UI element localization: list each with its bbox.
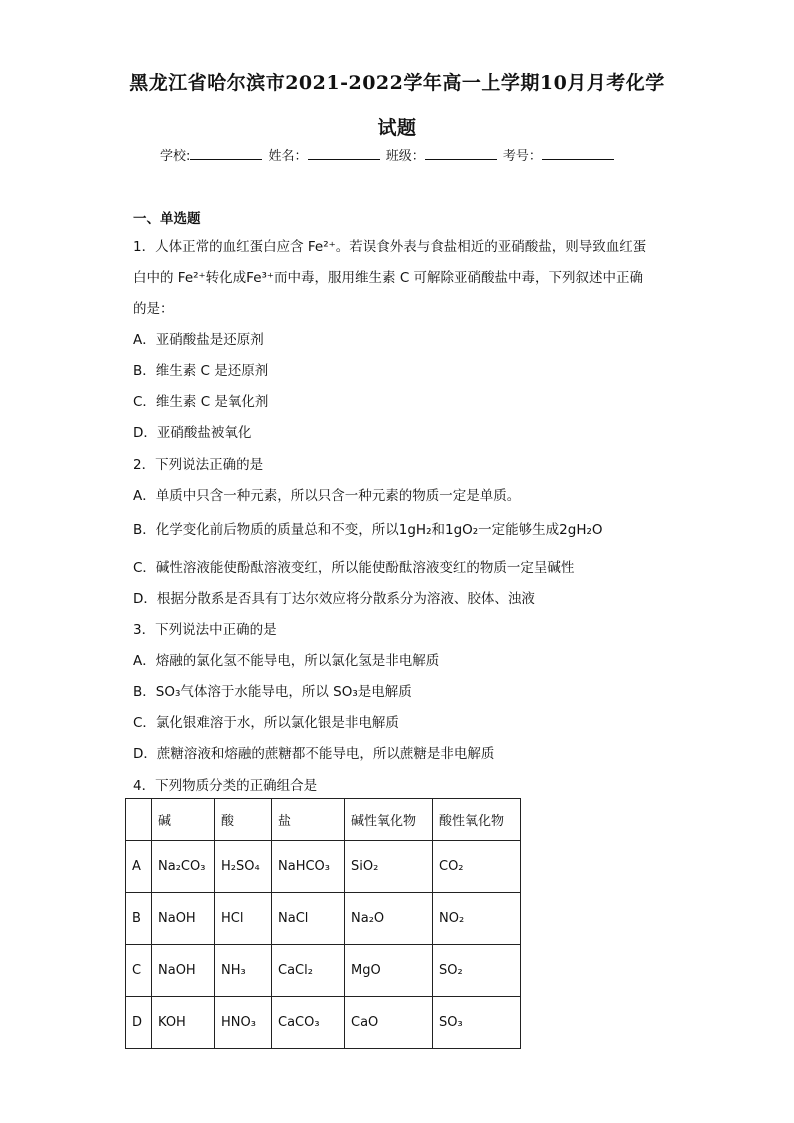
q2-option-a: A．单质中只含一种元素，所以只含一种元素的物质一定是单质。 — [133, 488, 521, 504]
classification-table — [125, 798, 521, 1049]
school-blank[interactable] — [190, 147, 262, 160]
q2-option-c: C．碱性溶液能使酚酞溶液变红，所以能使酚酞溶液变红的物质一定呈碱性 — [133, 560, 575, 576]
table-cell: HCl — [215, 893, 272, 945]
q2-stem: 2．下列说法正确的是 — [133, 457, 264, 473]
page-title-line2: 试题 — [377, 117, 417, 139]
table-header-cell: 酸性氧化物 — [433, 799, 521, 841]
q2-option-b: B．化学变化前后物质的质量总和不变，所以1gH₂和1gO₂一定能够生成2gH₂O — [133, 522, 603, 538]
table-cell: NaOH — [152, 893, 215, 945]
student-info-line — [160, 145, 616, 164]
q1-option-b: B．维生素 C 是还原剂 — [133, 363, 269, 379]
table-row — [126, 945, 521, 997]
table-cell: MgO — [345, 945, 433, 997]
table-cell: Na₂O — [345, 893, 433, 945]
q1-option-c: C．维生素 C 是氧化剂 — [133, 394, 269, 410]
table-cell: NaCl — [272, 893, 345, 945]
table-cell: HNO₃ — [215, 997, 272, 1049]
number-blank[interactable] — [542, 147, 614, 160]
name-blank[interactable] — [308, 147, 380, 160]
table-header-cell: 酸 — [215, 799, 272, 841]
table-cell: C — [126, 945, 152, 997]
q3-option-b: B．SO₃气体溶于水能导电，所以 SO₃是电解质 — [133, 684, 412, 700]
table-cell: D — [126, 997, 152, 1049]
table-row — [126, 841, 521, 893]
table-header-cell: 盐 — [272, 799, 345, 841]
q1-stem-line1: 1．人体正常的血红蛋白应含 Fe²⁺。若误食外表与食盐相近的亚硝酸盐，则导致血红蛋 — [133, 239, 647, 255]
school-label: 学校: — [160, 149, 191, 164]
q3-stem: 3．下列说法中正确的是 — [133, 622, 277, 638]
table-cell: H₂SO₄ — [215, 841, 272, 893]
table-cell: NH₃ — [215, 945, 272, 997]
table-cell: NO₂ — [433, 893, 521, 945]
q1-stem-line3: 的是： — [133, 301, 174, 317]
table-row — [126, 893, 521, 945]
q3-option-a: A．熔融的氯化氢不能导电，所以氯化氢是非电解质 — [133, 653, 440, 669]
q3-option-d: D．蔗糖溶液和熔融的蔗糖都不能导电，所以蔗糖是非电解质 — [133, 746, 495, 762]
q4-stem: 4．下列物质分类的正确组合是 — [133, 778, 318, 794]
q3-option-c: C．氯化银难溶于水，所以氯化银是非电解质 — [133, 715, 399, 731]
table-cell: SO₃ — [433, 997, 521, 1049]
table-header-cell: 碱 — [152, 799, 215, 841]
table-cell: Na₂CO₃ — [152, 841, 215, 893]
table-cell: NaHCO₃ — [272, 841, 345, 893]
table-cell: CaCO₃ — [272, 997, 345, 1049]
class-blank[interactable] — [425, 147, 497, 160]
q1-option-d: D．亚硝酸盐被氧化 — [133, 425, 252, 441]
table-header-cell: 碱性氧化物 — [345, 799, 433, 841]
q1-stem-line2: 白中的 Fe²⁺转化成Fe³⁺而中毒，服用维生素 C 可解除亚硝酸盐中毒，下列叙述中正确 — [133, 270, 644, 286]
table-header-cell — [126, 799, 152, 841]
q2-option-d: D．根据分散系是否具有丁达尔效应将分散系分为溶液、胶体、浊液 — [133, 591, 535, 607]
number-label: 考号： — [502, 149, 542, 164]
table-header-row — [126, 799, 521, 841]
table-cell: NaOH — [152, 945, 215, 997]
q1-option-a: A．亚硝酸盐是还原剂 — [133, 332, 264, 348]
table-cell: CaCl₂ — [272, 945, 345, 997]
table-cell: CO₂ — [433, 841, 521, 893]
table-cell: B — [126, 893, 152, 945]
page-title: 黑龙江省哈尔滨市2021-2022学年高一上学期10月月考化学 — [129, 72, 665, 94]
class-label: 班级： — [385, 149, 425, 164]
name-label: 姓名： — [268, 149, 308, 164]
table-cell: CaO — [345, 997, 433, 1049]
section-heading: 一、单选题 — [133, 211, 201, 227]
table-cell: KOH — [152, 997, 215, 1049]
table-cell: A — [126, 841, 152, 893]
table-cell: SO₂ — [433, 945, 521, 997]
table-row — [126, 997, 521, 1049]
table-cell: SiO₂ — [345, 841, 433, 893]
